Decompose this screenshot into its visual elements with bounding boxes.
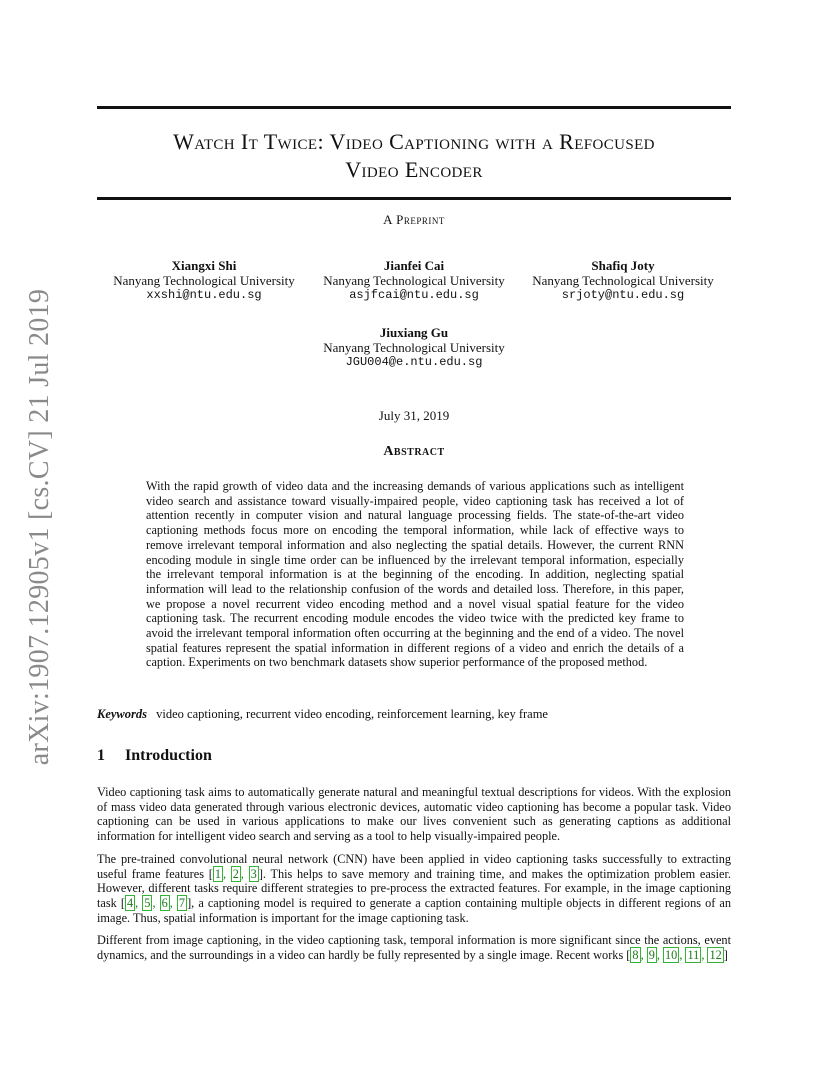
citation-group: 4 , 5 , 6 , 7 (126, 896, 186, 911)
citation-link[interactable]: 6 (161, 896, 168, 911)
citation-link[interactable]: 8 (632, 947, 639, 962)
title-line-1: Watch It Twice: Video Captioning with a Refocused (173, 129, 655, 154)
keywords (97, 707, 548, 722)
citation-link[interactable]: 7 (178, 896, 186, 911)
section-heading-introduction (97, 747, 212, 765)
citation-link[interactable]: 1 (214, 866, 221, 881)
citation-link[interactable]: 2 (232, 866, 239, 881)
author-affiliation: Nanyang Technological University (532, 273, 714, 288)
author-affiliation: Nanyang Technological University (323, 340, 505, 355)
keywords-list: video captioning, recurrent video encoding, reinforcement learning, key frame (156, 707, 548, 721)
title-bottom-rule (97, 197, 731, 200)
author-name: Jiuxiang Gu (379, 325, 449, 340)
arxiv-identifier: arXiv:1907.12905v1 [cs.CV] 21 Jul 2019 (24, 288, 56, 766)
keywords-label: Keywords (97, 707, 147, 721)
title-top-rule (97, 106, 731, 109)
citation-link[interactable]: 4 (126, 896, 134, 911)
paper-date: July 31, 2019 (378, 408, 450, 423)
author-1 (104, 258, 304, 303)
author-name: Jianfei Cai (383, 258, 445, 273)
author-email[interactable]: asjfcai@ntu.edu.sg (349, 288, 479, 302)
citation-link[interactable]: 10 (665, 947, 678, 962)
citation-group: 1 , 2 , 3 (214, 866, 257, 881)
author-name: Shafiq Joty (591, 258, 655, 273)
author-affiliation: Nanyang Technological University (113, 273, 295, 288)
citation-link[interactable]: 12 (709, 947, 722, 962)
abstract-heading: Abstract (383, 444, 445, 459)
title-line-2: Video Encoder (345, 157, 483, 182)
citation-link[interactable]: 11 (687, 947, 700, 962)
author-email[interactable]: JGU004@e.ntu.edu.sg (345, 355, 483, 369)
paper-title (97, 128, 731, 184)
citation-link[interactable]: 5 (144, 896, 151, 911)
abstract-text: With the rapid growth of video data and the increasing demands of various applications such as intelligent video search and assistance toward visually-impaired people, video captioning task has received a lot of attention recently in computer vision and natural language processing fields. The state-of-the-art video captioning methods focus more on encoding the temporal information, while lack of effective ways to remove irrelevant temporal information and also neglecting the spatial details. However, the current RNN encoding module in single time order can be influenced by the irrelevant temporal information, especially the irrelevant temporal information is at the beginning of the encoding. In addition, neglecting spatial information will lead to the relationship confusion of the words and detailed loss. Therefore, in this paper, we propose a novel recurrent video encoding method and a novel visual spatial feature for the video captioning task. The recurrent encoding module encodes the video twice with the predicted key frame to avoid the irrelevant temporal information often occurring at the beginning and the end of a video. The novel spatial features represent the spatial information in different regions of a video and enrich the details of a caption. Experiments on two benchmark datasets show superior performance of the proposed method. (146, 479, 684, 670)
author-4 (314, 325, 514, 370)
author-affiliation: Nanyang Technological University (323, 273, 505, 288)
citation-link[interactable]: 3 (250, 866, 257, 881)
author-2 (314, 258, 514, 303)
intro-paragraph-3: Different from image captioning, in the video captioning task, temporal information is more significant since the actions, event dynamics, and the surroundings in a video can hardly be fully represented by a single image. Recent works [ 8 , 9 , 10 , 11 , 12 ] (97, 933, 731, 962)
author-email[interactable]: srjoty@ntu.edu.sg (561, 288, 685, 302)
section-number: 1 (97, 747, 105, 764)
citation-group: 8 , 9 , 10 , 11 , 12 (632, 947, 722, 962)
author-name: Xiangxi Shi (171, 258, 237, 273)
preprint-label: A Preprint (383, 212, 445, 227)
section-title: Introduction (125, 747, 212, 764)
citation-link[interactable]: 9 (648, 947, 655, 962)
author-email[interactable]: xxshi@ntu.edu.sg (146, 288, 262, 302)
author-3 (523, 258, 723, 303)
intro-paragraph-2: The pre-trained convolutional neural network (CNN) have been applied in video captioning tasks successfully to extracting useful frame features [ 1 , 2 , 3 ]. This helps to save memory and training time, and makes the optimization problem easier. However, different tasks require different strategies to pre-process the extracted features. For example, in the image captioning task [ 4 , 5 , 6 , 7 ], a captioning model is required to generate a caption containing multiple objects in different regions of an image. Thus, spatial information is important for the image captioning task. (97, 852, 732, 925)
intro-paragraph-1: Video captioning task aims to automatically generate natural and meaningful textual descriptions for videos. With the explosion of mass video data generated through various electronic devices, automatic video captioning has become a popular task. Video captioning can be used in various applications to make our lives convenient such as generating captions as additional information for intelligent video search and serving as a tool to help visually-impaired people. (97, 785, 731, 844)
